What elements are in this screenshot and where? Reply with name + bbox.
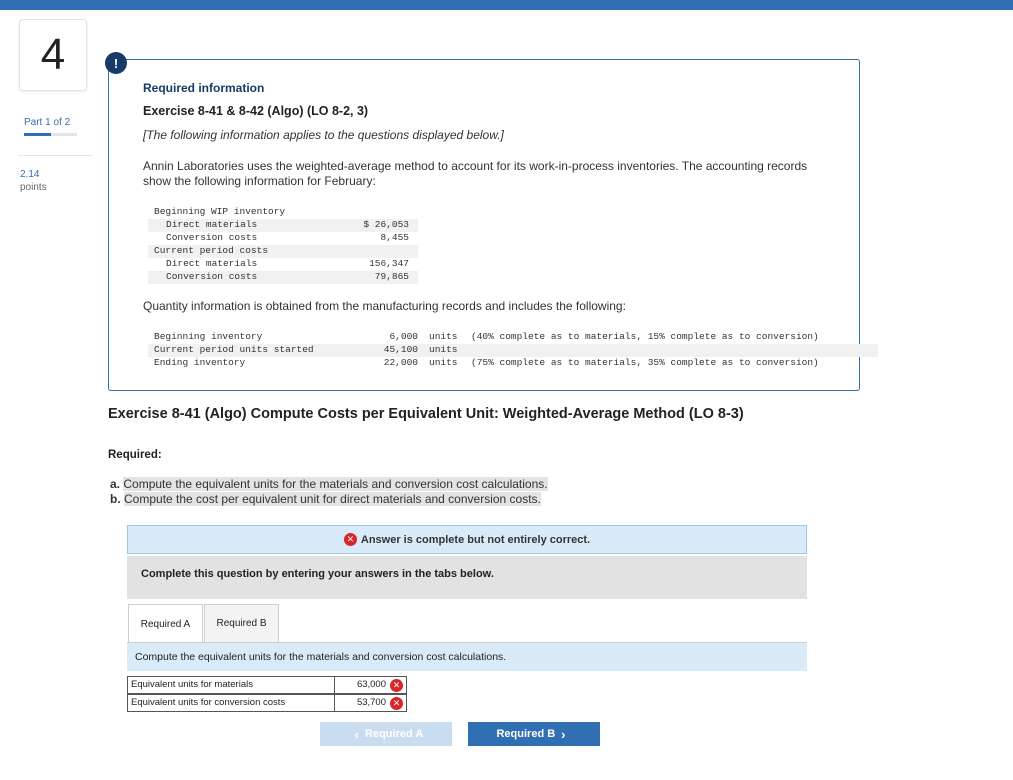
applies-note: [The following information applies to the questions displayed below.] bbox=[143, 128, 504, 142]
required-item-text: Compute the equivalent units for the materials and conversion cost calculations. bbox=[123, 477, 548, 491]
top-bar bbox=[0, 0, 1013, 10]
required-item bbox=[110, 477, 548, 491]
quantity-value: 6,000 bbox=[389, 331, 418, 342]
info-paragraph: Annin Laboratories uses the weighted-average method to account for its work-in-process inventories. The accounting records show the following information for February: bbox=[143, 159, 808, 188]
cost-value: 79,865 bbox=[374, 271, 409, 282]
quantity-intro: Quantity information is obtained from the manufacturing records and includes the following: bbox=[143, 299, 626, 313]
quantity-row bbox=[148, 357, 878, 370]
sidebar-divider bbox=[18, 155, 92, 156]
part-current: 1 bbox=[45, 117, 51, 128]
quantity-row bbox=[148, 344, 878, 357]
tab-required-b[interactable]: Required B bbox=[204, 604, 279, 643]
quantity-label: Current period units started bbox=[154, 344, 314, 355]
instructions-box: Complete this question by entering your answers in the tabs below. bbox=[127, 556, 807, 599]
cost-row bbox=[148, 245, 418, 258]
equivalent-units-materials-input[interactable]: 63,000 bbox=[334, 676, 407, 694]
quantity-label: Beginning inventory bbox=[154, 331, 263, 342]
next-tab-label: Required B bbox=[496, 728, 556, 740]
required-item-letter: a. bbox=[110, 477, 121, 491]
quantity-unit: units bbox=[429, 357, 458, 368]
chevron-right-icon: › bbox=[561, 726, 566, 742]
previous-tab-button[interactable] bbox=[320, 722, 452, 746]
required-label: Required: bbox=[108, 449, 162, 461]
cost-row bbox=[148, 206, 418, 219]
quantity-unit: units bbox=[429, 331, 458, 342]
cost-value: 8,455 bbox=[380, 232, 409, 243]
cost-value: 156,347 bbox=[369, 258, 409, 269]
cost-row bbox=[148, 258, 418, 271]
part-indicator bbox=[24, 117, 70, 128]
exercise-title: Exercise 8-41 & 8-42 (Algo) (LO 8-2, 3) bbox=[143, 104, 369, 118]
quantity-label: Ending inventory bbox=[154, 357, 246, 368]
answer-row bbox=[127, 694, 405, 712]
tab-required-a[interactable]: Required A bbox=[128, 604, 203, 643]
required-item-text: Compute the cost per equivalent unit for direct materials and conversion costs. bbox=[124, 492, 541, 506]
answer-status-banner bbox=[127, 525, 807, 554]
tab-prompt: Compute the equivalent units for the materials and conversion cost calculations. bbox=[127, 643, 807, 671]
required-item bbox=[110, 492, 541, 506]
next-tab-button[interactable] bbox=[468, 722, 600, 746]
alert-icon: ! bbox=[105, 52, 127, 74]
exercise-heading: Exercise 8-41 (Algo) Compute Costs per Equivalent Unit: Weighted-Average Method (LO 8-3) bbox=[108, 406, 744, 422]
answer-row bbox=[127, 676, 405, 694]
chevron-left-icon: ‹ bbox=[354, 726, 360, 742]
quantity-unit: units bbox=[429, 344, 458, 355]
cost-row bbox=[148, 271, 418, 284]
cost-label: Beginning WIP inventory bbox=[154, 206, 286, 217]
quantity-value: 22,000 bbox=[383, 357, 418, 368]
error-icon: ✕ bbox=[344, 533, 357, 546]
quantity-row bbox=[148, 331, 878, 344]
quantity-value: 45,100 bbox=[383, 344, 418, 355]
incorrect-icon: ✕ bbox=[390, 679, 403, 692]
cost-label: Current period costs bbox=[154, 245, 269, 256]
equivalent-units-conversion-input[interactable]: 53,700 bbox=[334, 694, 407, 712]
cost-label: Direct materials bbox=[166, 258, 258, 269]
part-progress-fill bbox=[24, 133, 51, 136]
cost-label: Conversion costs bbox=[166, 232, 258, 243]
part-prefix: Part bbox=[24, 117, 46, 128]
answer-label: Equivalent units for materials bbox=[127, 676, 335, 694]
part-progress-bar bbox=[24, 133, 77, 136]
quantity-note: (75% complete as to materials, 35% complete as to conversion) bbox=[471, 357, 819, 368]
points-label: points bbox=[20, 182, 47, 193]
cost-row bbox=[148, 219, 418, 232]
question-number: 4 bbox=[19, 19, 87, 91]
cost-label: Direct materials bbox=[166, 219, 258, 230]
cost-value: $ 26,053 bbox=[363, 219, 409, 230]
cost-label: Conversion costs bbox=[166, 271, 258, 282]
part-suffix: of 2 bbox=[50, 117, 71, 128]
info-heading: Required information bbox=[143, 81, 265, 95]
required-item-letter: b. bbox=[110, 492, 121, 506]
previous-tab-label: Required A bbox=[365, 728, 424, 740]
incorrect-icon: ✕ bbox=[390, 697, 403, 710]
cost-row bbox=[148, 232, 418, 245]
quantity-note: (40% complete as to materials, 15% complete as to conversion) bbox=[471, 331, 819, 342]
answer-status-text: Answer is complete but not entirely correct. bbox=[360, 533, 591, 546]
points-value: 2.14 bbox=[20, 169, 40, 180]
answer-label: Equivalent units for conversion costs bbox=[127, 694, 335, 712]
